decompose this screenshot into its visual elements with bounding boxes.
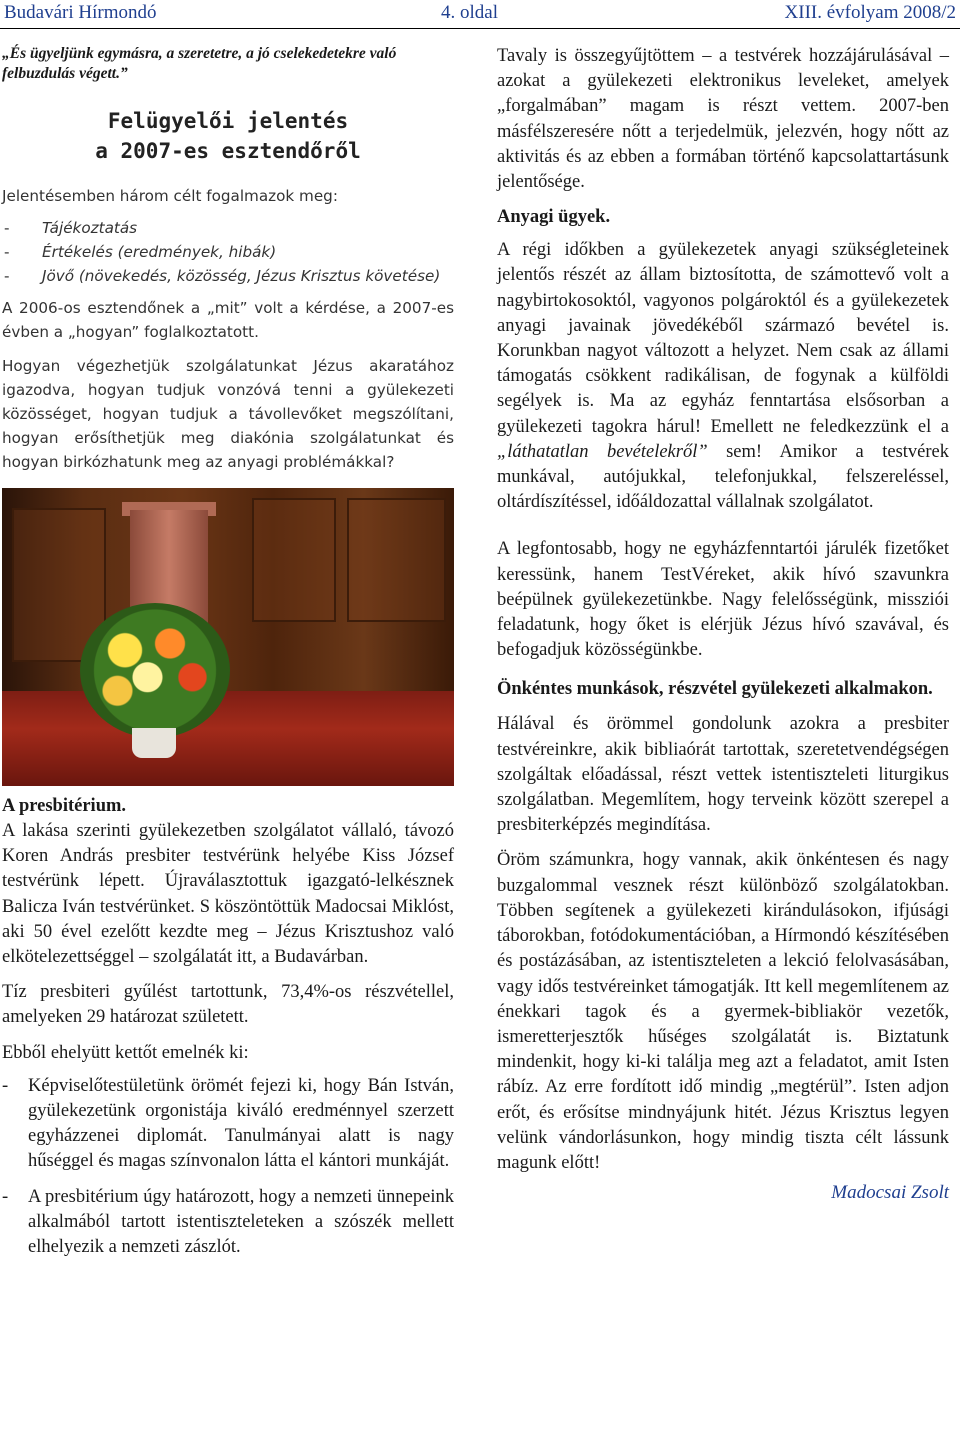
goal-item: - Értékelés (eredmények, hibák) [4, 243, 277, 261]
section-heading-volunteers: Önkéntes munkások, részvétel gyülekezeti alkalmakon. [497, 679, 933, 700]
meetings-paragraph: Tíz presbiteri gyűlést tartottunk, 73,4%-os részvétellel, amelyeken 29 határozat született. [2, 982, 454, 1028]
intro-paragraph: Jelentésemben három célt fogalmazok meg: [2, 187, 338, 205]
emails-paragraph: Tavaly is összegyűjtöttem – a testvérek hozzájárulásával – azokat a gyülekezeti elektronikus leveleket, amelyek „forgalmában” magam is részt vettem. 2007-ben másfélszeresére nőtt a terjedelmük, jelezvén, hogy nőtt az aktivitás és az ebben a formában történő kapcsolattartásunk jelentősége. [497, 46, 949, 193]
goals-list [2, 216, 454, 288]
volume-info: XIII. évfolyam 2008/2 [784, 2, 956, 23]
red-carpet [2, 691, 454, 786]
gratitude-paragraph: Hálával és örömmel gondolunk azokra a presbiter testvéreinkre, akik bibliaórát tartottak, szeretetvendégségen szolgáltak előadással, részt vettek istentiszteleti liturgikus szolgálatban. Megemlítem, hogy terveink között szerepel a presbiterképzés megindítása. [497, 714, 949, 836]
photo-caption: A presbitérium. [2, 796, 127, 816]
publication-name: Budavári Hírmondó [4, 2, 157, 23]
goal-item: - Jövő (növekedés, közösség, Jézus Krisztus követése) [4, 267, 441, 285]
author-signature: Madocsai Zsolt [831, 1182, 949, 1204]
page-number: 4. oldal [441, 2, 498, 23]
opening-quote: „És ügyeljünk egymásra, a szeretetre, a jó cselekedetekre való felbuzdulás végett.” [2, 45, 397, 82]
right-column [497, 44, 949, 1204]
goal-item: - Tájékoztatás [4, 219, 138, 237]
flower-arrangement [80, 603, 230, 738]
article-title-line-1: Felügyelői jelentés [107, 109, 349, 133]
most-important-paragraph: A legfontosabb, hogy ne egyházfenntartói járulék fizetőket keressünk, hanem TestVéreket, akik hívó szavunkra beépülnek gyülekezetünkbe. Nagy felelősségünk, missziói feladatunk, hogy őket is elérjük Jézus hívó szavával, és befogadjuk közösségünkbe. [497, 539, 949, 661]
left-column [2, 44, 454, 1270]
questions-paragraph: Hogyan végezhetjük szolgálatunkat Jézus akaratához igazodva, hogyan tudjuk vonzóvá tenni a gyülekezeti közösséget, hogyan tudjuk a távollevőket megszólítani, hogyan erősíthetjük meg diakónia szolgálatunkat és hogyan birkózhatunk meg az anyagi problémákkal? [2, 357, 454, 471]
wood-panel [252, 498, 336, 622]
wood-panel [347, 498, 446, 622]
decision-item: - A presbitérium úgy határozott, hogy a nemzeti ünnepeink alkalmából tartott istentiszteleteken a szószék mellett elhelyezik a nemzeti zászlót. [2, 1186, 454, 1258]
section-heading-finances: Anyagi ügyek. [497, 207, 611, 228]
presbytery-paragraph: A lakása szerinti gyülekezetben szolgálatot vállaló, távozó Koren András presbiter testvérünk helyébe Kiss József testvérünk lépett. Újraválasztottuk igazgató-lelkésznek Balicza Iván testvérünket. S köszöntöttük Madocsai Miklóst, aki 50 ével ezelőtt kezdte meg – Jézus Krisztushoz való elkötelezettséggel – szolgálatát itt, a Budavárban. [2, 821, 454, 968]
mit-hogyan-paragraph: A 2006-os esztendőnek a „mit” volt a kérdése, a 2007-es évben a „hogyan” foglalkoztatott. [2, 299, 454, 341]
article-title-line-2: a 2007-es esztendőről [95, 139, 361, 163]
decision-item: - Képviselőtestületünk örömét fejezi ki, hogy Bán István, gyülekezetünk orgonistája kiváló eredménnyel szerzett egyházzenei diplomát. Tanulmányai alatt is nagy hűséggel és magas színvonalon látta el kántori munkáját. [2, 1075, 454, 1172]
highlight-intro: Ebből ehelyütt kettőt emelnék ki: [2, 1042, 249, 1063]
flower-pot [132, 728, 176, 758]
invisible-income-emphasis: „láthatatlan bevételekről” [497, 441, 708, 462]
decisions-list [2, 1074, 454, 1260]
page-header [0, 0, 960, 29]
presbytery-photo [2, 488, 454, 786]
article-title [2, 106, 454, 166]
volunteers-paragraph: Öröm számunkra, hogy vannak, akik önkéntesen és nagy buzgalommal vesznek részt különböző szolgálatokban. Többen segítenek a gyülekezeti kirándulásokon, ifjúsági táborokban, fotódokumentációban, a Hírmondó készítésében és postázásában, az istentiszteleten a lekció felolvasásában, vagy idős testvéreinket támogatják. Itt kell megemlítenem az énekkari tagok és a gyermek-bibliakör vezetők, ismeretterjesztők hűséges szolgálatát is. Biztatunk mindenkit, hogy ki-ki találja meg azt a feladatot, amit Isten rábíz. Az erre fordított idő mindig „megtérül”. Isten adjon erőt, és erősítse mindnyájunk hitét. Jézus Krisztus legyen velünk vándorlásunkon, hogy mindig tiszta célt lássunk magunk előtt! [497, 850, 949, 1173]
finances-paragraph: A régi időkben a gyülekezetek anyagi szükségleteinek jelentős részét az állam biztosította, de számottevő volt a nagybirtokosoktól, vagyonos polgároktól és a gyülekezetek anyagi javainak jövedékéből származó bevétel is. Korunkban nagyot változott a helyzet. Nem csak az állami támogatás csökkent radikálisan, de fogynak a külföldi segélyek is. Ma az egyház fenntartása elsősorban a gyülekezeti tagokra hárul! Emellett ne feledkezzünk el a „láthatatlan bevételekről” sem! Amikor a testvérek munkával, autójukkal, telefonjukkal, felszereléssel, oltárdíszítéssel, időáldozattal vállalnak szolgálatot. [497, 240, 949, 513]
